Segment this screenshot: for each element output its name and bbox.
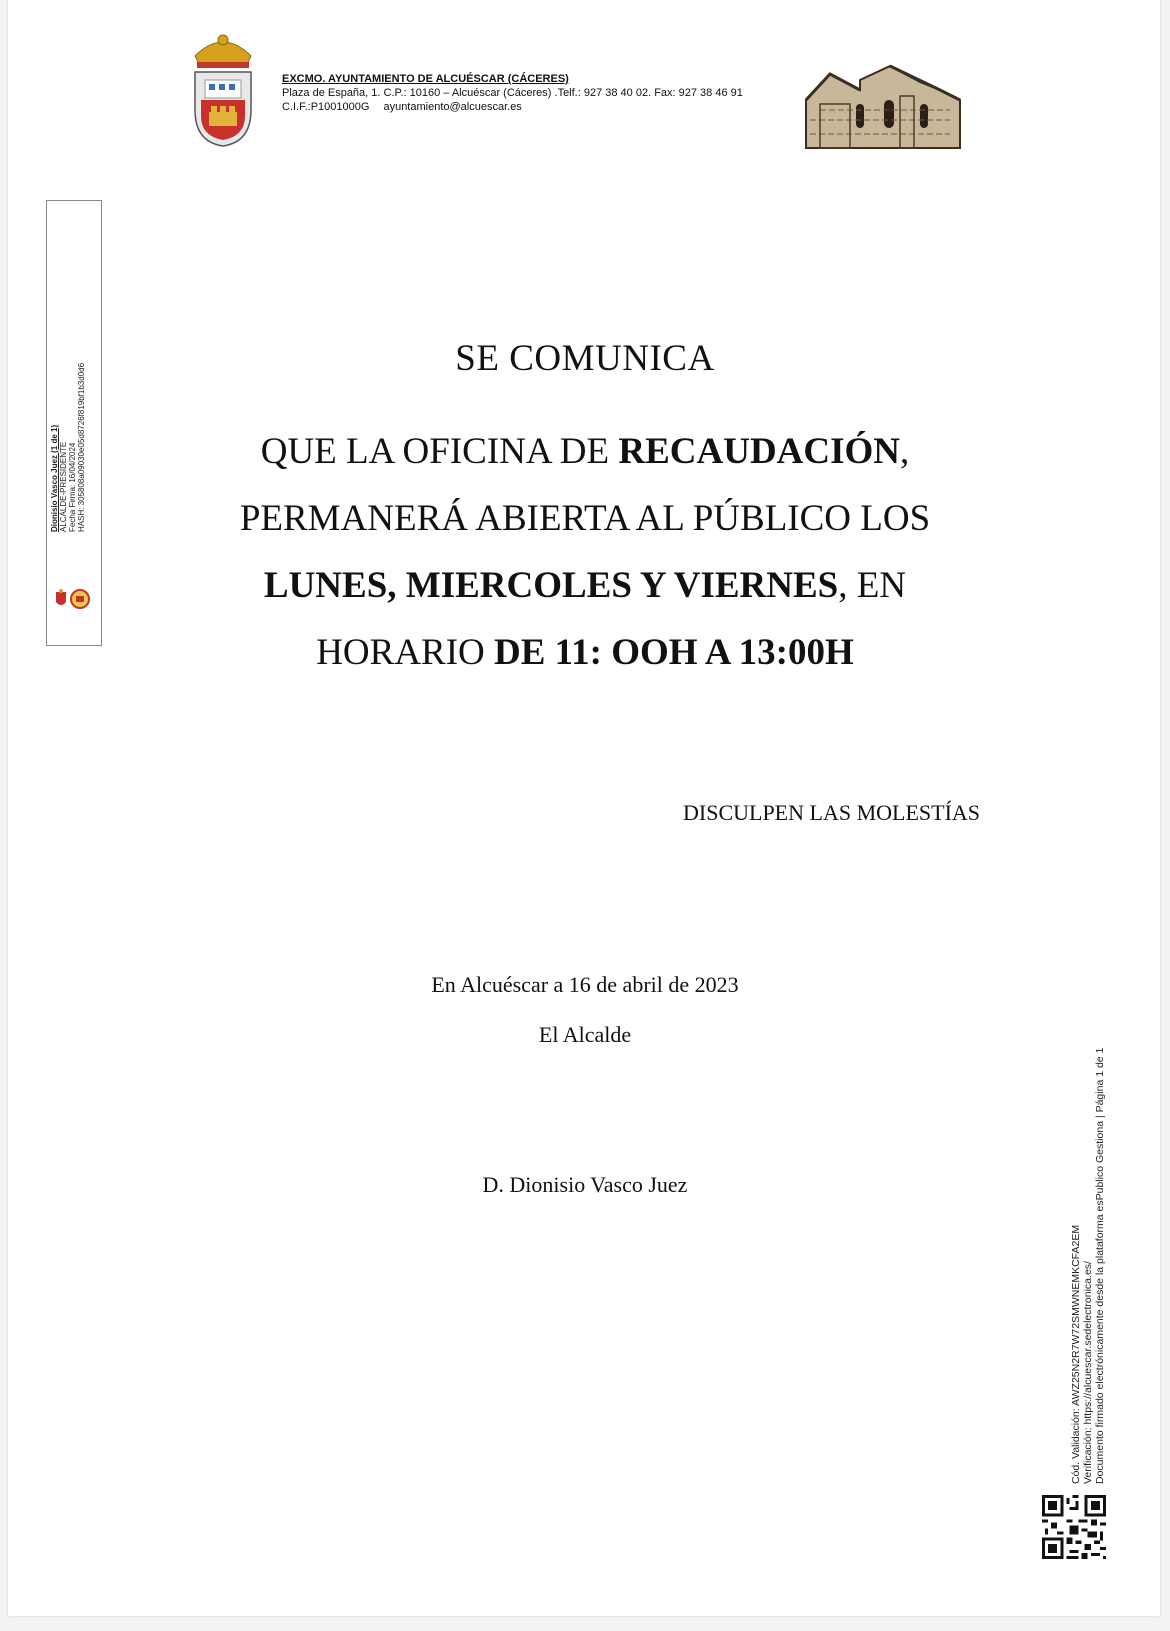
notice-line4-b: DE 11: OOH A 13:00H bbox=[494, 632, 854, 673]
org-cif: C.I.F.:P1001000G bbox=[282, 101, 370, 113]
place-date: En Alcuéscar a 16 de abril de 2023 bbox=[431, 972, 739, 997]
closing-role: El Alcalde bbox=[538, 1022, 632, 1047]
stamp-signer: Dionisio Vasco Juez (1 de 1) bbox=[50, 424, 59, 532]
stamp-date: Fecha Firma: 16/04/2024 bbox=[68, 442, 77, 532]
org-name: EXCMO. AYUNTAMIENTO DE ALCUÉSCAR (CÁCERES) bbox=[282, 73, 569, 85]
notice-line1-a: QUE LA OFICINA DE bbox=[260, 431, 619, 472]
document-page bbox=[8, 0, 1160, 1616]
notice-line3-b: , EN bbox=[838, 565, 907, 606]
notice-line1-c: , bbox=[900, 431, 910, 472]
org-email: ayuntamiento@alcuescar.es bbox=[383, 101, 522, 113]
org-address: Plaza de España, 1. C.P.: 10160 – Alcuéscar (Cáceres) .Telf.: 927 38 40 02. Fax: 927 38 46 91 bbox=[282, 87, 743, 99]
organization-header bbox=[282, 72, 743, 114]
stamp-role: ALCALDE-PRESIDENTE bbox=[59, 441, 68, 532]
stamp-hash: HASH: 305808a09030e05d8726f819bf1b3d0d6 bbox=[77, 362, 86, 532]
verification-code: Cód. Validación: AWZ25N2R7W72SMWNEMKCFA2EM bbox=[1070, 1224, 1082, 1484]
municipal-crest-logo bbox=[185, 32, 261, 150]
church-illustration bbox=[800, 60, 965, 152]
apology-text: DISCULPEN LAS MOLESTÍAS bbox=[683, 800, 981, 825]
signer-name: D. Dionisio Vasco Juez bbox=[482, 1172, 688, 1197]
notice-line1-b: RECAUDACIÓN bbox=[618, 431, 901, 472]
verification-note: Documento firmado electrónicamente desde la plataforma esPublico Gestiona | Página 1 de 1 bbox=[1094, 1047, 1106, 1484]
notice-paragraph bbox=[0, 418, 1170, 686]
qr-code-icon bbox=[1042, 1495, 1106, 1559]
notice-line4-a: HORARIO bbox=[316, 632, 495, 673]
verification-url: Verificación: https://alcuescar.sedelectronica.es/ bbox=[1082, 1261, 1094, 1484]
notice-heading: SE COMUNICA bbox=[455, 338, 715, 379]
verification-block bbox=[1070, 964, 1106, 1484]
notice-line2: PERMANERÁ ABIERTA AL PÚBLICO LOS bbox=[239, 498, 931, 539]
notice-line3-a: LUNES, MIERCOLES Y VIERNES bbox=[263, 565, 839, 606]
